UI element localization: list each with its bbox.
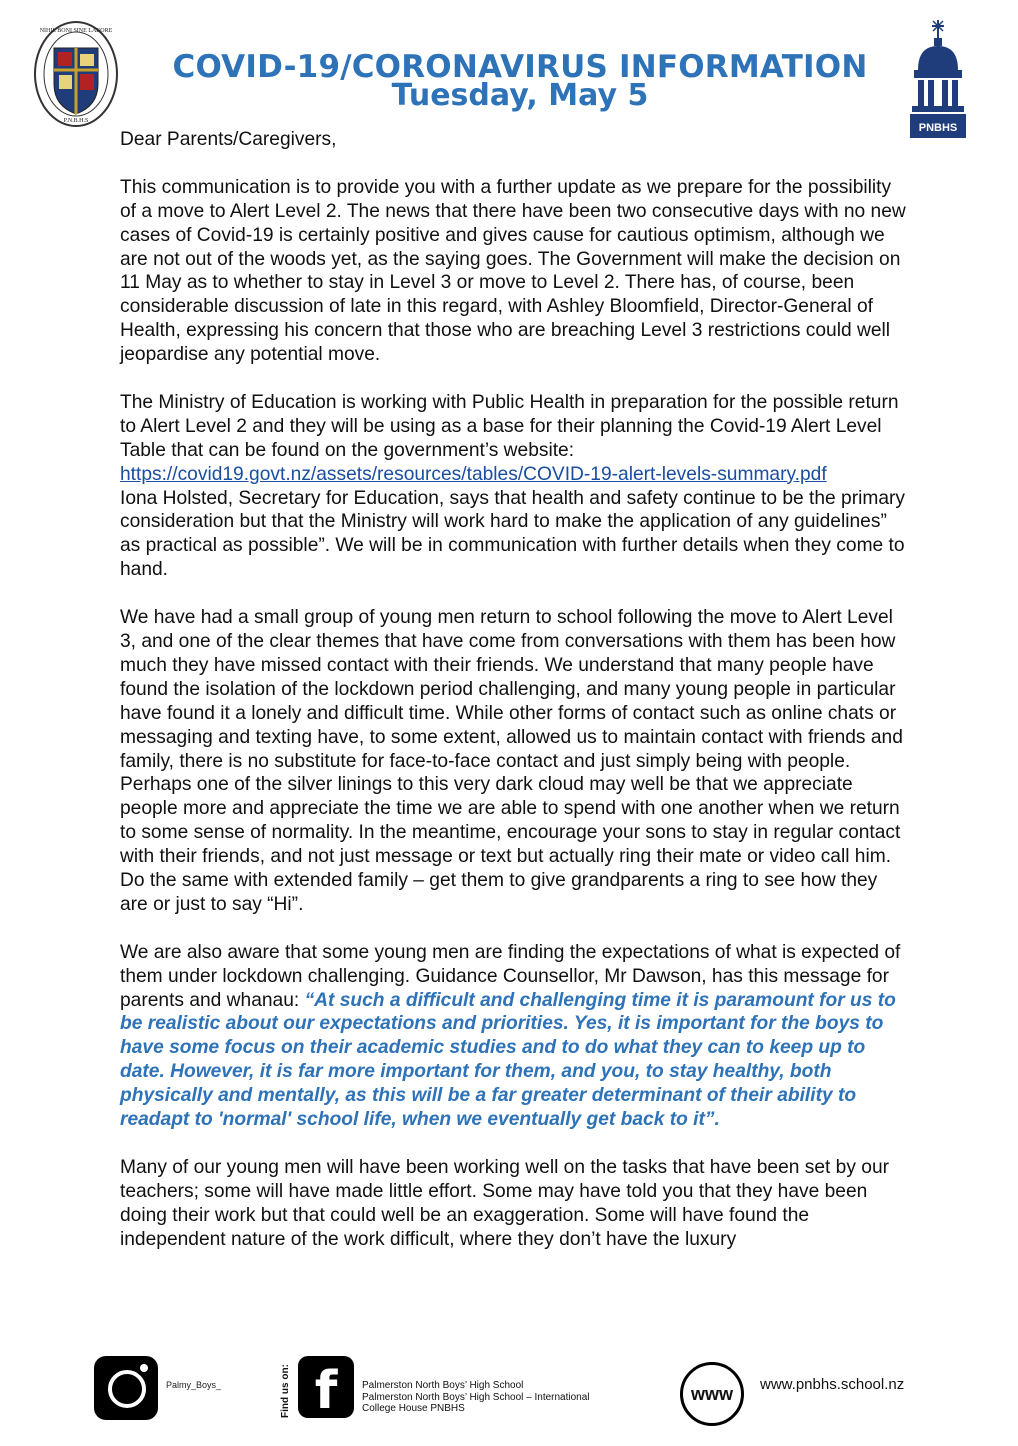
paragraph-contact: We have had a small group of young men return to school following the move to Alert Level 3, and one of the clear themes that have come from conversations with them has been how much they have missed contact with their friends. We understand that many people have found the isolation of the lockdown period challenging, and many young people in particular have found it a lonely and difficult time. While other forms of contact such as online chats or messaging and texting have, to some extent, allowed us to maintain contact with friends and family, there is no substitute for face-to-face contact and just simply being with people. Perhaps one of the silver linings to this very dark cloud may well be that we appreciate people more and appreciate the time we are able to spend with one another when we return to some sense of normality. In the meantime, encourage your sons to stay in regular contact with their friends, and not just message or text but actually ring their mate or video call him. Do the same with extended family – get them to give grandparents a ring to see how they are or just to say “Hi”. xyxy=(120,607,903,915)
page-title: COVID-19/CORONAVIRUS INFORMATION xyxy=(172,48,868,85)
facebook-pages xyxy=(362,1380,590,1415)
paragraph-counsellor-intro: We are also aware that some young men are finding the expectations of what is expected of them under lockdown challenging. Guidance Counsellor, Mr Dawson, has this message for parents and whanau: xyxy=(120,941,901,1011)
letter-body xyxy=(120,128,910,1275)
paragraph-ministry xyxy=(120,391,910,582)
facebook-page-name[interactable]: College House PNBHS xyxy=(362,1403,465,1414)
facebook-icon[interactable]: f xyxy=(298,1356,354,1418)
instagram-handle[interactable]: Palmy_Boys_ xyxy=(166,1380,222,1390)
crest-motto: NIHIL BONI SINE LABORE xyxy=(39,28,113,34)
logo-text: PNBHS xyxy=(918,122,958,134)
page-date: Tuesday, May 5 xyxy=(391,78,649,113)
instagram-icon[interactable] xyxy=(94,1356,158,1420)
facebook-page-name[interactable]: Palmerston North Boys’ High School – International xyxy=(362,1391,590,1403)
paragraph-work: Many of our young men will have been working well on the tasks that have been set by our teachers; some will have made little effort. Some may have told you that they have been doing their work but that could well be an exaggeration. Some will have found the independent nature of the work difficult, where they don’t have the luxury xyxy=(120,1156,890,1250)
pnbhs-dome-logo xyxy=(910,18,966,140)
counsellor-quote: “At such a difficult and challenging time it is paramount for us to be realistic about our expectations and priorities. Yes, it is important for the boys to have some focus on their academic studies and to do what they can to keep up to date. However, it is far more important for them, and you, to stay healthy, both physically and mentally, as this will be a far greater determinant of their ability to readapt to 'normal' school life, when we eventually get back to it”. xyxy=(120,989,896,1131)
school-crest-logo xyxy=(32,18,120,130)
paragraph-counsellor xyxy=(120,941,910,1132)
alert-levels-link[interactable]: https://covid19.govt.nz/assets/resources/tables/COVID-19-alert-levels-summary.pdf xyxy=(120,463,827,485)
crest-initials: P.N.B.H.S xyxy=(63,118,89,124)
web-icon[interactable]: www xyxy=(680,1362,744,1426)
salutation: Dear Parents/Caregivers, xyxy=(120,129,337,150)
footer xyxy=(0,1350,1018,1440)
website-url[interactable]: www.pnbhs.school.nz xyxy=(760,1376,905,1393)
facebook-page-name[interactable]: Palmerston North Boys’ High School xyxy=(362,1380,524,1391)
paragraph-update: This communication is to provide you with a further update as we prepare for the possibility of a move to Alert Level 2. The news that there have been two consecutive days with no new cases of Covid-19 is certainly positive and gives cause for cautious optimism, although we are not out of the woods yet, as the saying goes. The Government will make the decision on 11 May as to whether to stay in Level 3 or move to Level 2. There has, of course, been considerable discussion of late in this regard, with Ashley Bloomfield, Director-General of Health, expressing his concern that those who are breaching Level 3 restrictions could well jeopardise any potential move. xyxy=(120,176,906,366)
paragraph-ministry-outro: Iona Holsted, Secretary for Education, says that health and safety continue to be the primary consideration but that the Ministry will work hard to make the application of any guidelines” as practical as possible”. We will be in communication with further details when they come to hand. xyxy=(120,487,906,581)
find-us-label: Find us on: xyxy=(280,1364,291,1418)
paragraph-ministry-intro: The Ministry of Education is working with Public Health in preparation for the possible return to Alert Level 2 and they will be using as a base for their planning the Covid-19 Alert Level Table that can be found on the government’s website: xyxy=(120,391,899,461)
